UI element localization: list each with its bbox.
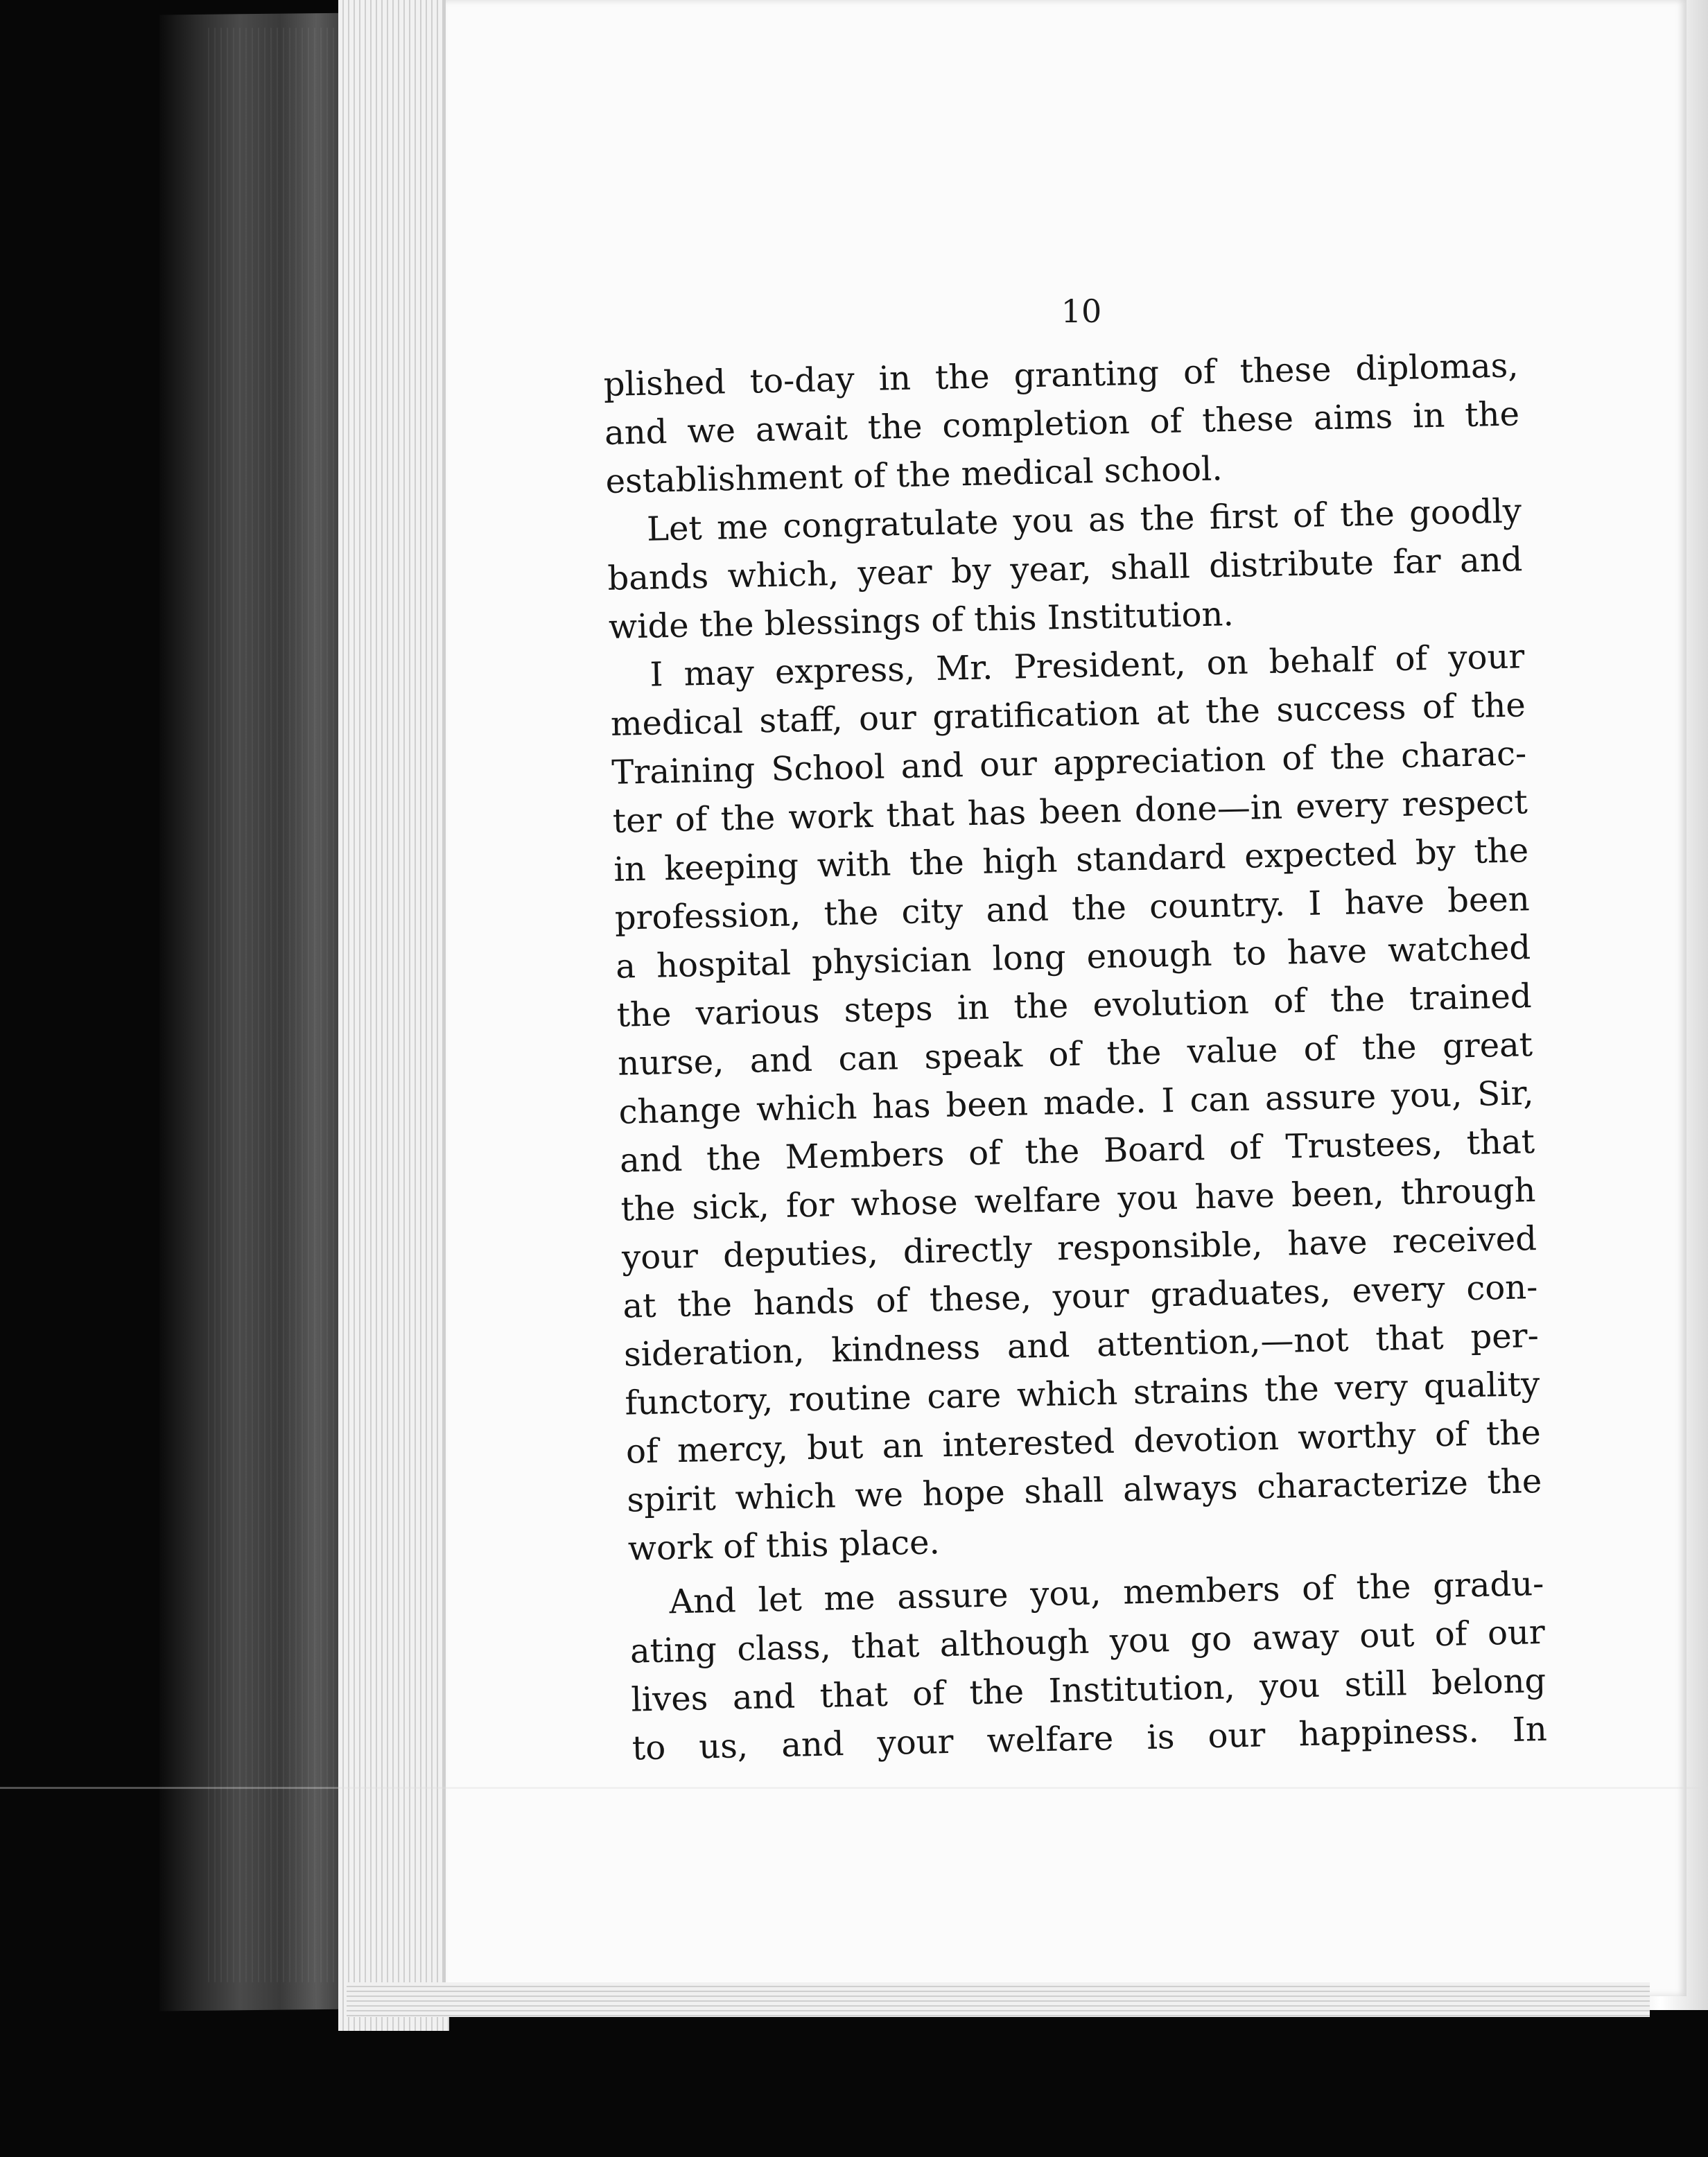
text-line: nurse, and can speak of the value of the great <box>617 1025 1533 1083</box>
fore-edge-texture <box>208 28 347 1982</box>
text-line: sideration, kindness and attention,—not that per- <box>623 1316 1540 1374</box>
text-line: at the hands of these, your graduates, every con- <box>622 1268 1538 1326</box>
text-line: profession, the city and the country. I have been <box>614 880 1531 938</box>
text-line: the various steps in the evolution of the trained <box>616 977 1533 1035</box>
body-text <box>603 341 1547 1772</box>
text-line: Let me congratulate you as the first of the goodly <box>646 491 1522 549</box>
text-line: work of this place. <box>627 1523 941 1569</box>
page-stack-edges <box>338 0 449 2031</box>
text-line: functory, routine care which strains the very quality <box>624 1365 1540 1423</box>
text-line: bands which, year by year, shall distribute far and <box>607 540 1523 598</box>
page-bottom-edges <box>347 1982 1650 2017</box>
text-line: your deputies, directly responsible, have received <box>621 1219 1537 1277</box>
text-line: in keeping with the high standard expected by the <box>613 831 1529 889</box>
text-line: establishment of the medical school. <box>605 449 1223 501</box>
text-line: Training School and our appreciation of the charac- <box>611 734 1527 792</box>
text-line: ter of the work that has been done—in every respect <box>612 783 1528 841</box>
text-line: lives and that of the Institution, you still belong <box>630 1661 1546 1720</box>
text-line: to us, and your welfare is our happiness. In <box>631 1709 1548 1768</box>
text-line: of mercy, but an interested devotion worthy of the <box>625 1413 1542 1472</box>
text-line: I may express, Mr. President, on behalf of your <box>649 637 1525 695</box>
text-line: and we await the completion of these aims in the <box>604 394 1520 453</box>
text-line: wide the blessings of this Institution. <box>608 595 1235 647</box>
scan-artifact-line <box>0 1787 1708 1789</box>
page-number: 10 <box>1061 292 1102 330</box>
text-line: a hospital physician long enough to have watched <box>615 928 1531 986</box>
text-line: the sick, for whose welfare you have been, through <box>620 1171 1536 1229</box>
text-line: change which has been made. I can assure you, Sir, <box>618 1074 1535 1132</box>
text-line: ating class, that although you go away out of our <box>629 1612 1546 1671</box>
text-line: and the Members of the Board of Trustees, that <box>619 1122 1535 1180</box>
text-line: medical staff, our gratification at the success of the <box>610 685 1526 744</box>
text-line: spirit which we hope shall always characterize the <box>626 1462 1542 1520</box>
text-line: plished to-day in the granting of these diplomas, <box>603 346 1519 404</box>
text-line: And let me assure you, members of the gradu- <box>668 1564 1544 1622</box>
